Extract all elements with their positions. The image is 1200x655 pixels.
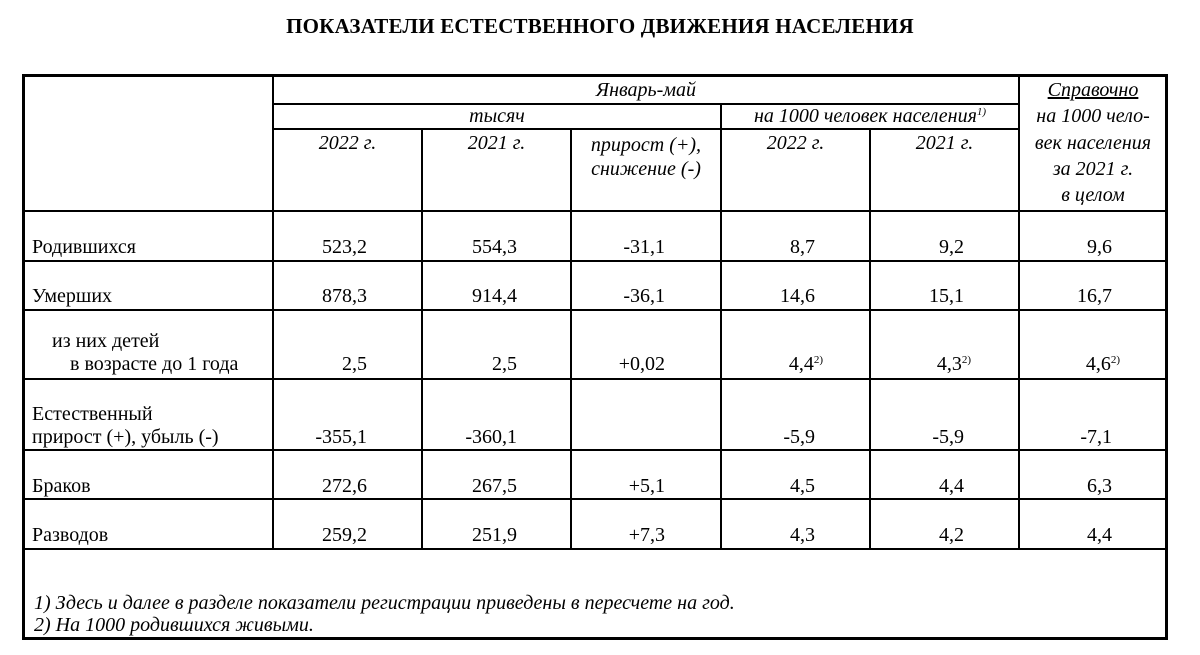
- cell: 878,3: [322, 285, 367, 307]
- cell: -5,9: [932, 426, 964, 448]
- header-rule-2: [272, 128, 1018, 130]
- row-label: в возрасте до 1 года: [70, 353, 239, 375]
- cell: +5,1: [628, 475, 665, 497]
- row-label: Браков: [32, 475, 91, 497]
- row-label: из них детей: [52, 330, 160, 352]
- cell: 272,6: [322, 475, 367, 497]
- row-label: Естественный: [32, 403, 153, 425]
- cell: 6,3: [1087, 475, 1112, 497]
- header-reference-line: на 1000 чело-: [1036, 105, 1150, 127]
- cell: 914,4: [472, 285, 517, 307]
- footnote-ref: 2): [1110, 354, 1120, 366]
- cell: 2,5: [342, 353, 367, 375]
- row-rule: [24, 498, 1167, 500]
- cell: 4,4: [1087, 524, 1112, 546]
- row-label: прирост (+), убыль (-): [32, 426, 219, 448]
- header-bottom-rule: [24, 210, 1167, 212]
- footnote-ref: 2): [813, 354, 823, 366]
- cell: -7,1: [1080, 426, 1112, 448]
- cell: 4,4: [939, 475, 964, 497]
- cell: -5,9: [783, 426, 815, 448]
- header-col-2021: 2021 г.: [467, 132, 526, 154]
- cell: 16,7: [1077, 285, 1112, 307]
- cell: 4,3$^{2)}$: [936, 353, 971, 375]
- header-rate-2022: 2022 г.: [766, 132, 825, 154]
- cell: -36,1: [623, 285, 665, 307]
- row-label: Умерших: [32, 285, 113, 307]
- cell: 14,6: [780, 285, 815, 307]
- cell: 15,1: [929, 285, 964, 307]
- cell: 4,2: [939, 524, 964, 546]
- table-bottom-rule: [24, 548, 1167, 550]
- cell: 259,2: [322, 524, 367, 546]
- cell: 4,6$^{2)}$: [1085, 353, 1120, 375]
- header-reference-line: за 2021 г.: [1052, 158, 1134, 180]
- row-rule: [24, 309, 1167, 311]
- row-label: Разводов: [32, 524, 109, 546]
- header-col-change: прирост (+),: [590, 134, 702, 156]
- cell: +7,3: [628, 524, 665, 546]
- header-rate-2021: 2021 г.: [915, 132, 974, 154]
- cell: +0,02: [618, 353, 665, 375]
- row-rule: [24, 449, 1167, 451]
- row-rule: [24, 260, 1167, 262]
- header-per-1000: на 1000 человек населения$^{1)}$: [753, 105, 987, 127]
- cell: -360,1: [465, 426, 517, 448]
- cell: 9,6: [1087, 236, 1112, 258]
- cell: 4,3: [790, 524, 815, 546]
- header-thousands: тысяч: [469, 105, 525, 127]
- cell: -355,1: [315, 426, 367, 448]
- cell: -31,1: [623, 236, 665, 258]
- header-col-2022: 2022 г.: [318, 132, 377, 154]
- cell: 9,2: [939, 236, 964, 258]
- header-reference-line: век населения: [1034, 132, 1152, 154]
- footnote-2: 2) На 1000 родившихся живыми.: [34, 614, 314, 636]
- cell: 554,3: [472, 236, 517, 258]
- header-period: Январь-май: [595, 79, 697, 101]
- header-reference-title: Справочно: [1047, 79, 1139, 101]
- footnote-ref: 1): [976, 106, 987, 118]
- footnote-ref: 2): [961, 354, 971, 366]
- cell: 523,2: [322, 236, 367, 258]
- cell: 251,9: [472, 524, 517, 546]
- cell: 8,7: [790, 236, 815, 258]
- cell: 267,5: [472, 475, 517, 497]
- row-rule: [24, 378, 1167, 380]
- header-col-change: снижение (-): [591, 158, 701, 180]
- page-title: ПОКАЗАТЕЛИ ЕСТЕСТВЕННОГО ДВИЖЕНИЯ НАСЕЛЕНИЯ: [286, 14, 914, 38]
- footnote-1: 1) Здесь и далее в разделе показатели регистрации приведены в пересчете на год.: [34, 592, 735, 614]
- row-label: Родившихся: [32, 236, 136, 258]
- cell: 2,5: [492, 353, 517, 375]
- cell: 4,5: [790, 475, 815, 497]
- header-reference-line: в целом: [1061, 184, 1125, 206]
- cell: 4,4$^{2)}$: [788, 353, 823, 375]
